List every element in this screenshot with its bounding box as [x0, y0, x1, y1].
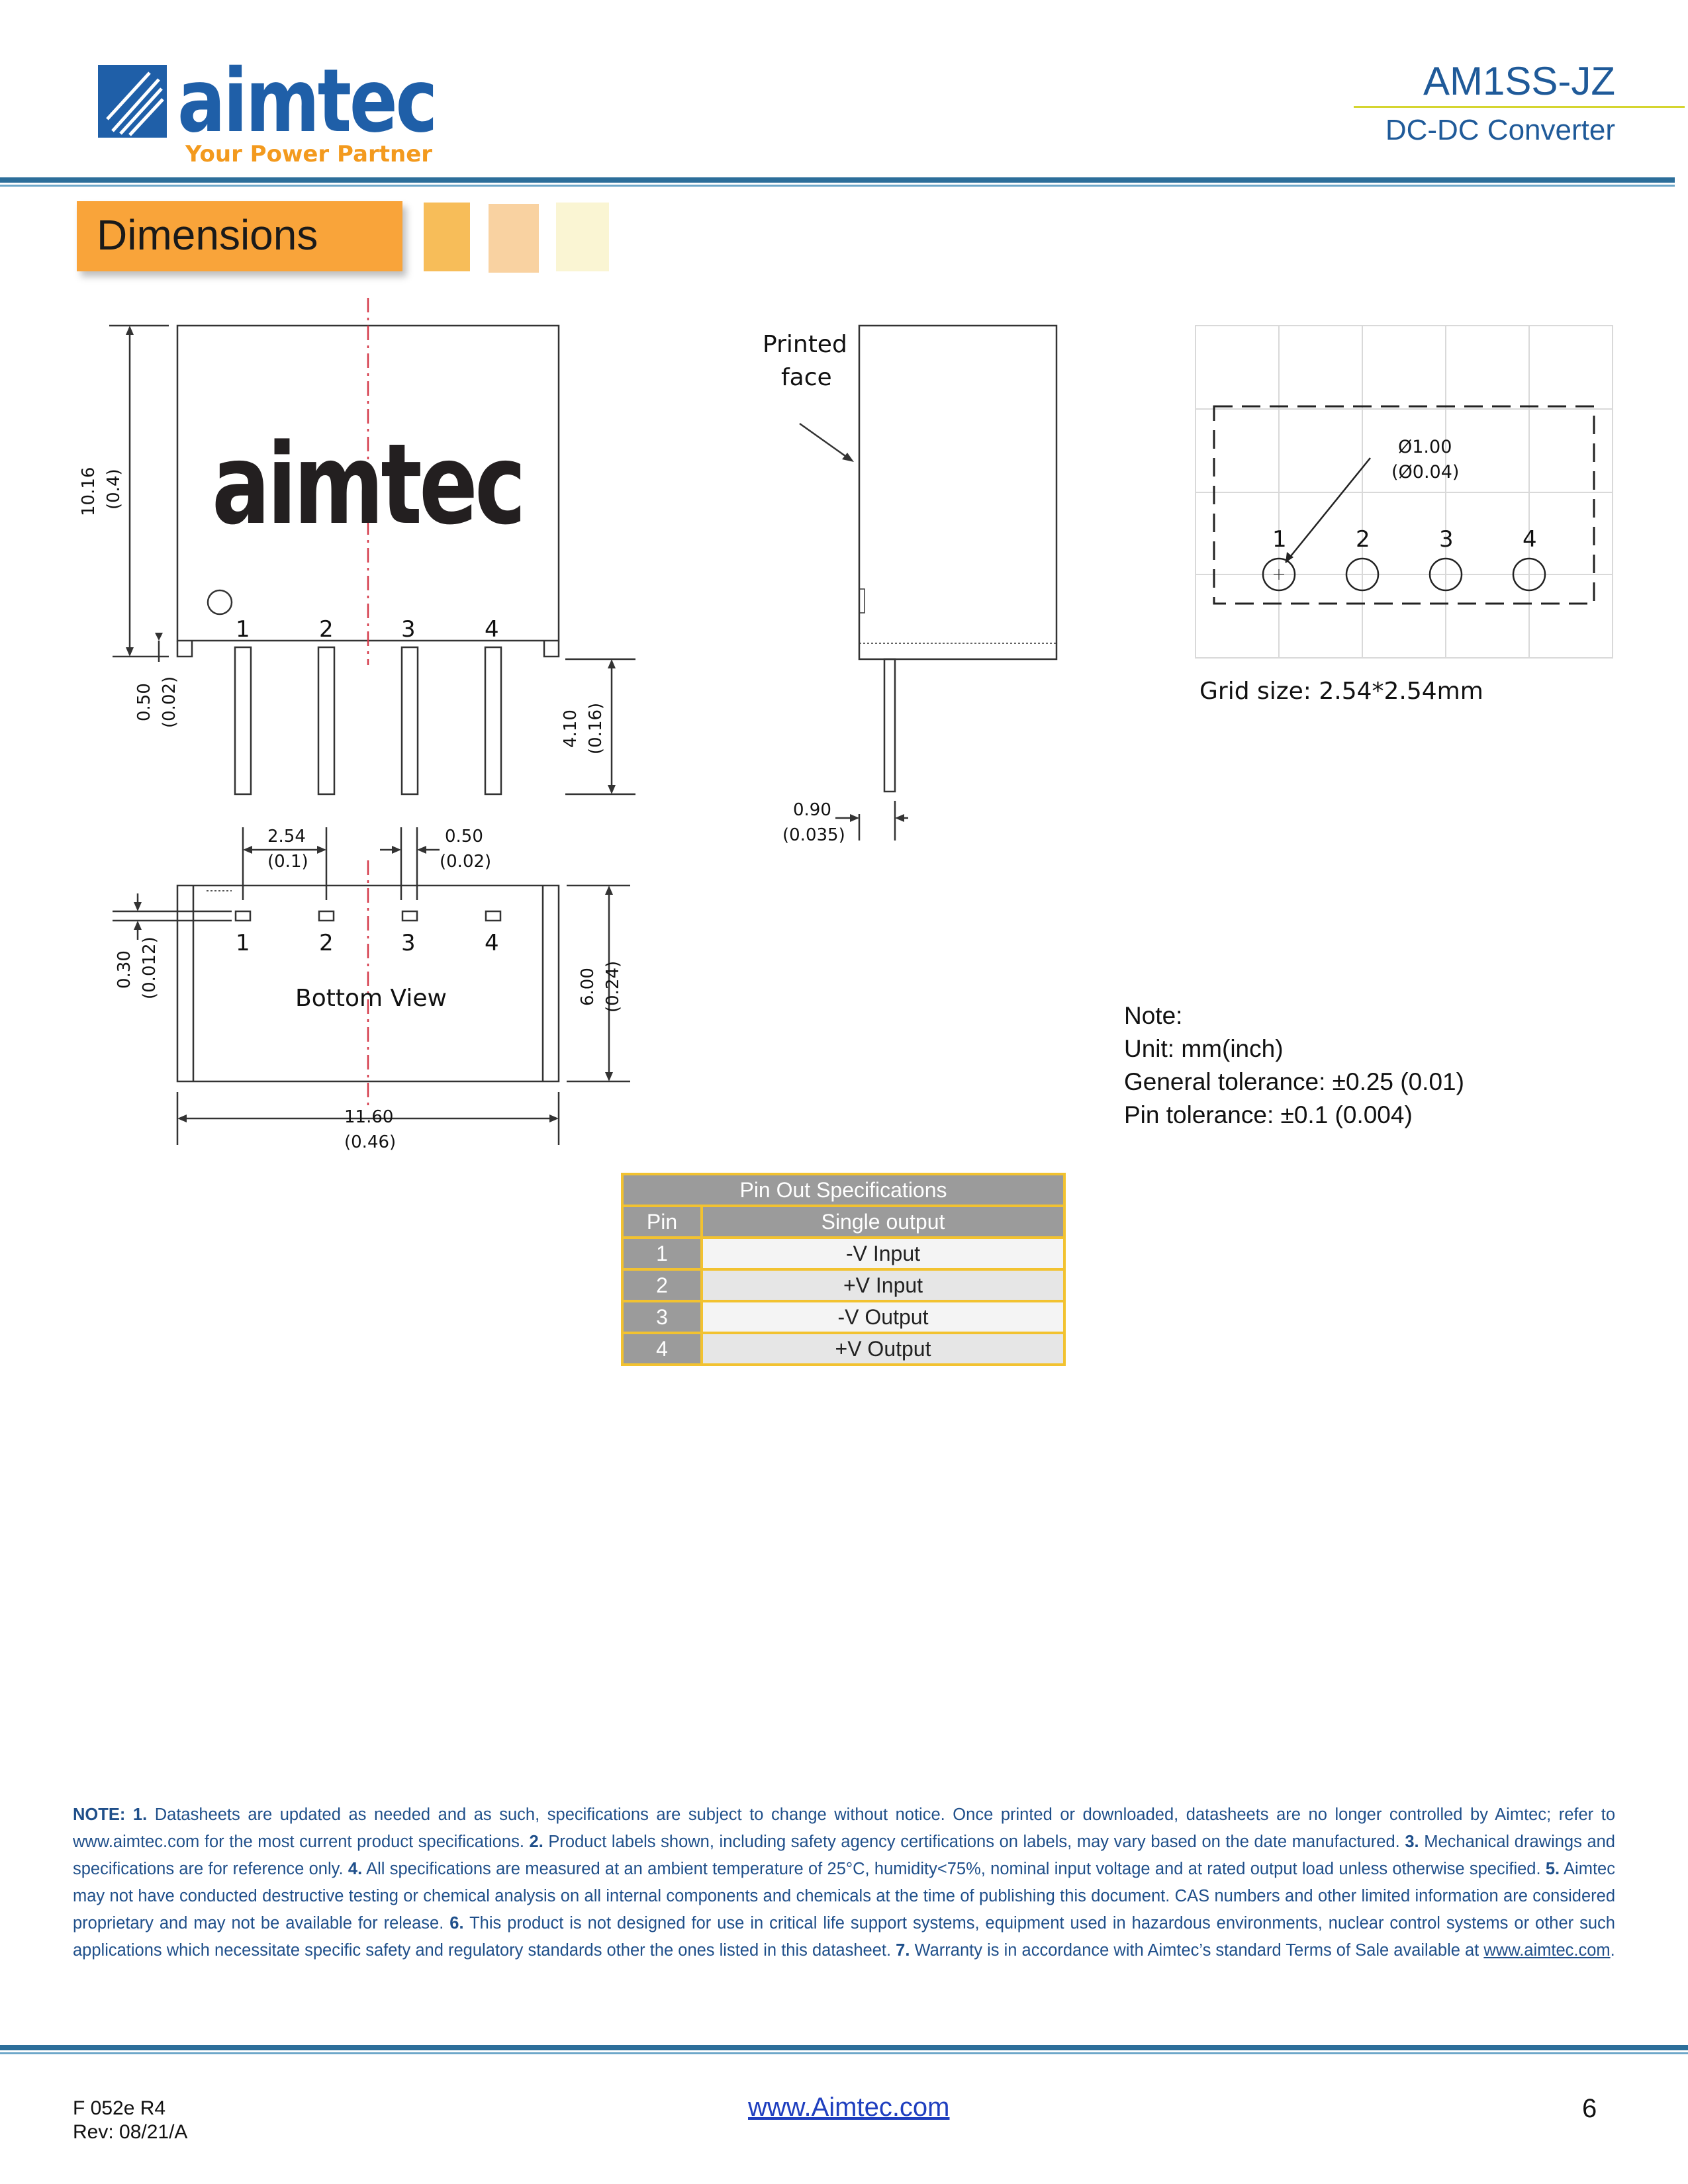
pin-out-table	[621, 1173, 1066, 1366]
legal-t4: All specifications are measured at an ambient temperature of 25°C, humidity<75%, nominal input voltage and at rated output load unless otherwise specified.	[362, 1860, 1546, 1878]
dim-pinw-in: (0.02)	[440, 852, 492, 872]
company-logo	[93, 53, 450, 172]
footprint-pin-label-2: 2	[1356, 526, 1370, 553]
grid-caption: Grid size: 2.54*2.54mm	[1199, 678, 1483, 705]
dim-pint-in: (0.012)	[140, 936, 160, 999]
footprint-pin-label-4: 4	[1523, 526, 1537, 553]
table-title: Pin Out Specifications	[622, 1174, 1064, 1206]
printed-face-line2: face	[781, 364, 832, 391]
legal-lead: NOTE:	[73, 1805, 133, 1824]
header-rule	[0, 177, 1675, 183]
bottom-pad-3	[402, 911, 417, 921]
legal-end: .	[1610, 1941, 1615, 1960]
note-heading: Note:	[1124, 1002, 1183, 1029]
footer-form: F 052e R4	[73, 2097, 166, 2119]
pin-function: +V Input	[702, 1269, 1064, 1301]
dim-width-in: (0.46)	[344, 1132, 397, 1152]
note-unit: Unit: mm(inch)	[1124, 1035, 1284, 1062]
bottom-pin-label-2: 2	[319, 930, 334, 956]
front-pin-3	[402, 647, 418, 794]
table-row	[622, 1238, 1064, 1269]
deco-square-1	[424, 203, 470, 271]
legal-n5: 5.	[1545, 1860, 1560, 1878]
legal-t2: Product labels shown, including safety agency certifications on labels, may vary based on the date manufactured.	[543, 1833, 1405, 1851]
legal-t7: Warranty is in accordance with Aimtec’s standard Terms of Sale available at	[910, 1941, 1484, 1960]
dim-pitch-in: (0.1)	[267, 852, 308, 872]
legal-n1: 1.	[132, 1805, 148, 1824]
dim-side-pin-mm: 0.90	[793, 800, 831, 820]
legal-n4: 4.	[348, 1860, 363, 1878]
col-pin-header: Pin	[622, 1206, 702, 1238]
front-pin-4	[485, 647, 501, 794]
front-pin-label-2: 2	[319, 616, 334, 643]
header-underline	[1354, 106, 1685, 108]
page-number: 6	[1582, 2094, 1597, 2123]
bottom-pin-label-1: 1	[236, 930, 250, 956]
dim-pint-mm: 0.30	[115, 950, 134, 989]
dim-pinw-mm: 0.50	[445, 827, 483, 846]
footprint-pin-label-1: 1	[1272, 526, 1287, 553]
table-row	[622, 1301, 1064, 1333]
dim-depth-mm: 6.00	[578, 968, 598, 1006]
dimension-notes	[1124, 999, 1464, 1132]
product-code: AM1SS-JZ	[1423, 59, 1615, 103]
dim-pinlen-in: (0.16)	[586, 702, 606, 754]
front-pin-label-1: 1	[236, 616, 250, 643]
bottom-view-label: Bottom View	[295, 985, 447, 1012]
section-title-bar	[77, 201, 402, 271]
hole-dia-mm: Ø1.00	[1398, 437, 1452, 457]
deco-square-3	[556, 203, 609, 271]
hole-dia-in: (Ø0.04)	[1391, 462, 1460, 482]
svg-text:aimtec: aimtec	[177, 53, 436, 152]
footer-rule	[0, 2045, 1688, 2050]
pin-number: 2	[622, 1269, 702, 1301]
legal-n7: 7.	[896, 1941, 910, 1960]
pin-function: +V Output	[702, 1333, 1064, 1365]
pin1-marker	[208, 590, 232, 614]
side-view-body	[859, 326, 1056, 659]
svg-text:Your Power Partner: Your Power Partner	[185, 141, 433, 167]
legal-t1: Datasheets are updated as needed and as such, specifications are subject to change without notice. Once printed or downloaded, datasheets are no longer controlled by Aimtec; refer to www.aimtec.com for the most current product specifications.	[73, 1805, 1615, 1851]
footer-rev: Rev: 08/21/A	[73, 2121, 188, 2143]
dim-width-mm: 11.60	[344, 1107, 394, 1127]
front-logo: aimtec	[212, 420, 523, 549]
table-row	[622, 1333, 1064, 1365]
front-pin-1	[235, 647, 251, 794]
legal-n3: 3.	[1405, 1833, 1419, 1851]
legal-notes	[73, 1801, 1615, 1964]
dim-standoff-mm: 0.50	[134, 683, 154, 721]
bottom-pin-label-4: 4	[485, 930, 499, 956]
section-title: Dimensions	[97, 211, 318, 259]
bottom-pad-1	[236, 911, 250, 921]
col-output-header: Single output	[702, 1206, 1064, 1238]
footer-form-info	[73, 2097, 187, 2144]
legal-link[interactable]: www.aimtec.com	[1483, 1941, 1611, 1960]
printed-face-line1: Printed	[763, 331, 847, 358]
dim-height-in: (0.4)	[104, 469, 124, 510]
bottom-pad-4	[486, 911, 500, 921]
bottom-pad-2	[319, 911, 334, 921]
dim-pinlen-mm: 4.10	[561, 709, 581, 748]
pin-number: 3	[622, 1301, 702, 1333]
dim-height-mm: 10.16	[79, 467, 99, 516]
front-pin-label-4: 4	[485, 616, 499, 643]
front-pin-label-3: 3	[401, 616, 416, 643]
legal-t6: This product is not designed for use in critical life support systems, equipment used in hazardous environments, nuclear control systems or other such applications which necessitate specific safety and regulatory standards other the ones listed in this datasheet.	[73, 1914, 1615, 1960]
deco-square-2	[489, 204, 539, 273]
front-pin-2	[318, 647, 334, 794]
table-header-row	[622, 1206, 1064, 1238]
note-pin-tolerance: Pin tolerance: ±0.1 (0.004)	[1124, 1101, 1413, 1128]
pin-number: 4	[622, 1333, 702, 1365]
header-rule-thin	[0, 185, 1675, 187]
dim-depth-in: (0.24)	[603, 960, 623, 1013]
footer-website-link[interactable]: www.Aimtec.com	[748, 2093, 950, 2122]
dim-pitch-mm: 2.54	[267, 827, 306, 846]
legal-n2: 2.	[529, 1833, 543, 1851]
pin-function: -V Output	[702, 1301, 1064, 1333]
bottom-pin-label-3: 3	[401, 930, 416, 956]
pin-number: 1	[622, 1238, 702, 1269]
footprint-pin-label-3: 3	[1439, 526, 1454, 553]
pin-function: -V Input	[702, 1238, 1064, 1269]
table-title-row	[622, 1174, 1064, 1206]
product-type: DC-DC Converter	[1385, 114, 1615, 146]
dim-side-pin-in: (0.035)	[782, 825, 845, 845]
legal-n6: 6.	[449, 1914, 464, 1933]
footer-rule-thin	[0, 2052, 1688, 2054]
side-view-pin	[884, 659, 895, 792]
legal-t5: Aimtec may not have conducted destructive testing or chemical analysis on all internal components and chemicals at the time of publishing this document. CAS numbers and other limited information are considered proprietary and may not be available for release.	[73, 1860, 1615, 1933]
note-general-tolerance: General tolerance: ±0.25 (0.01)	[1124, 1068, 1464, 1095]
legal-t3: Mechanical drawings and specifications are for reference only.	[73, 1833, 1615, 1878]
table-row	[622, 1269, 1064, 1301]
dim-standoff-in: (0.02)	[160, 676, 179, 728]
